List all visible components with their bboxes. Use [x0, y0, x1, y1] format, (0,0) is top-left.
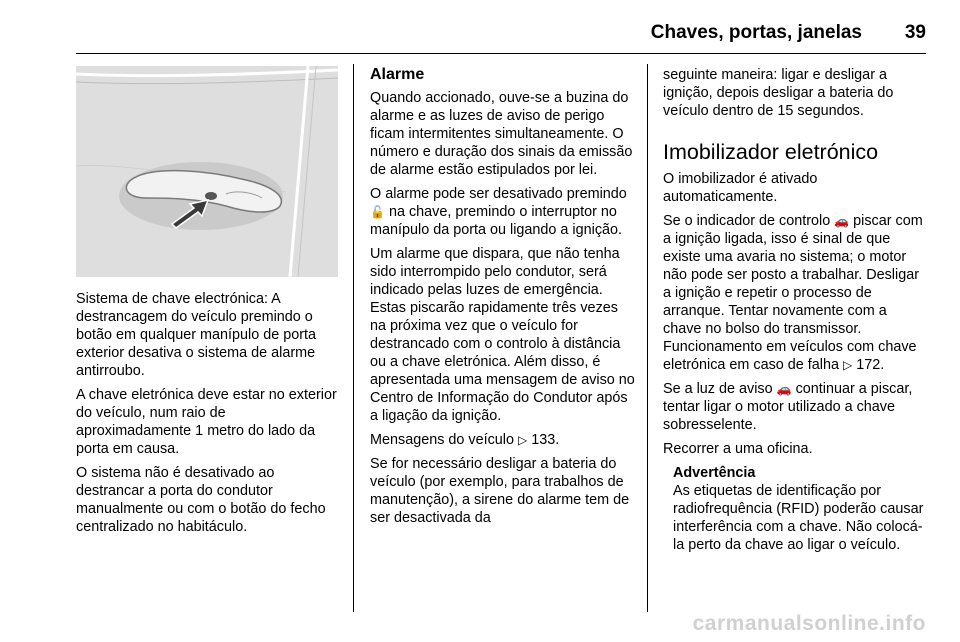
paragraph-key-range: A chave eletrónica deve estar no exterior do veículo, num raio de aproximadamente 1 metro do lado da porta em causa.: [76, 387, 337, 457]
unlock-icon: 🔓: [370, 205, 385, 219]
page-reference-arrow-icon: ▷: [843, 358, 853, 372]
page-reference-arrow-icon: ▷: [518, 433, 528, 447]
paragraph-alarm-triggered: Quando accionado, ouve-se a buzina do alarme e as luzes de aviso de perigo ficam intermitentes simultaneamente. O número e duração dos sinais da emissão de alarme estão estipulados por lei.: [370, 90, 633, 178]
paragraph-warning-light: Se a luz de aviso 🚗 continuar a piscar, tentar ligar o motor utilizado a chave sobresselente.: [663, 381, 913, 433]
paragraph-battery-continued: seguinte maneira: ligar e desligar a ignição, depois desligar a bateria do veículo dentro de 15 segundos.: [663, 67, 894, 119]
paragraph-battery-disconnect: Se for necessário desligar a bateria do veículo (por exemplo, para trabalhos de manutenção), a sirene do alarme tem de ser desactivada da: [370, 456, 630, 526]
immobilizer-indicator-icon: 🚗: [834, 214, 850, 228]
paragraph-vehicle-messages: Mensagens do veículo ▷ 133.: [370, 432, 560, 448]
door-handle-drawing: [76, 66, 338, 277]
column-divider: [647, 64, 648, 612]
page-header-title: Chaves, portas, janelas: [650, 22, 862, 43]
paragraph-alarm-deactivate: O alarme pode ser desativado premindo 🔓 na chave, premindo o interruptor no manípulo da porta ou ligando a ignição.: [370, 186, 627, 238]
left-column-text: [76, 290, 342, 542]
warning-text: As etiquetas de identificação por radiofrequência (RFID) poderão causar interferência com a chave. Não colocá-la perto da chave ao ligar o veículo.: [673, 483, 924, 553]
car-door-handle-illustration: [76, 66, 338, 277]
paragraph-indicator-flashing: Se o indicador de controlo 🚗 piscar com a ignição ligada, isso é sinal de que existe uma avaria no sistema; o motor não pode ser posto a trabalhar. Desligar a ignição e repetir o processo de arranque. Tentar novamente com a chave no bolso do transmissor. Funcionamento em veículos com chave eletrónica em caso de falha ▷ 172.: [663, 213, 923, 373]
warning-title: Advertência: [673, 465, 756, 481]
site-watermark: carmanualsonline.info: [692, 612, 926, 635]
column-divider: [353, 64, 354, 612]
section-heading-alarme: Alarme: [370, 66, 425, 83]
paragraph-not-deactivated: O sistema não é desativado ao destrancar a porta do condutor manualmente ou com o botão do fecho centralizado no habitáculo.: [76, 465, 326, 535]
paragraph-workshop: Recorrer a uma oficina.: [663, 441, 813, 457]
section-heading-immobilizer: Imobilizador eletrónico: [663, 140, 879, 164]
warning-box: [663, 464, 929, 554]
page-reference-link[interactable]: 133.: [531, 432, 560, 448]
middle-column: [370, 66, 636, 533]
page-number: 39: [904, 22, 926, 43]
header-divider: [76, 53, 926, 54]
paragraph-immobilizer-auto: O imobilizador é ativado automaticamente.: [663, 171, 818, 205]
paragraph-electronic-key: Sistema de chave electrónica: A destrancagem do veículo premindo o botão em qualquer manípulo de porta exterior desativa o sistema de alarme antirroubo.: [76, 291, 317, 379]
right-column: [663, 66, 929, 560]
page-reference-link[interactable]: 172.: [856, 357, 885, 373]
immobilizer-indicator-icon: 🚗: [776, 382, 792, 396]
paragraph-alarm-indicated: Um alarme que dispara, que não tenha sido interrompido pelo condutor, será indicado pelas luzes de emergência. Estas piscarão rapidamente três vezes na próxima vez que o veículo for destrancado com o controlo à distância ou a chave eletrónica. Além disso, é apresentada uma mensagem de aviso no Centro de Informação do Condutor após a ligação da ignição.: [370, 246, 635, 424]
